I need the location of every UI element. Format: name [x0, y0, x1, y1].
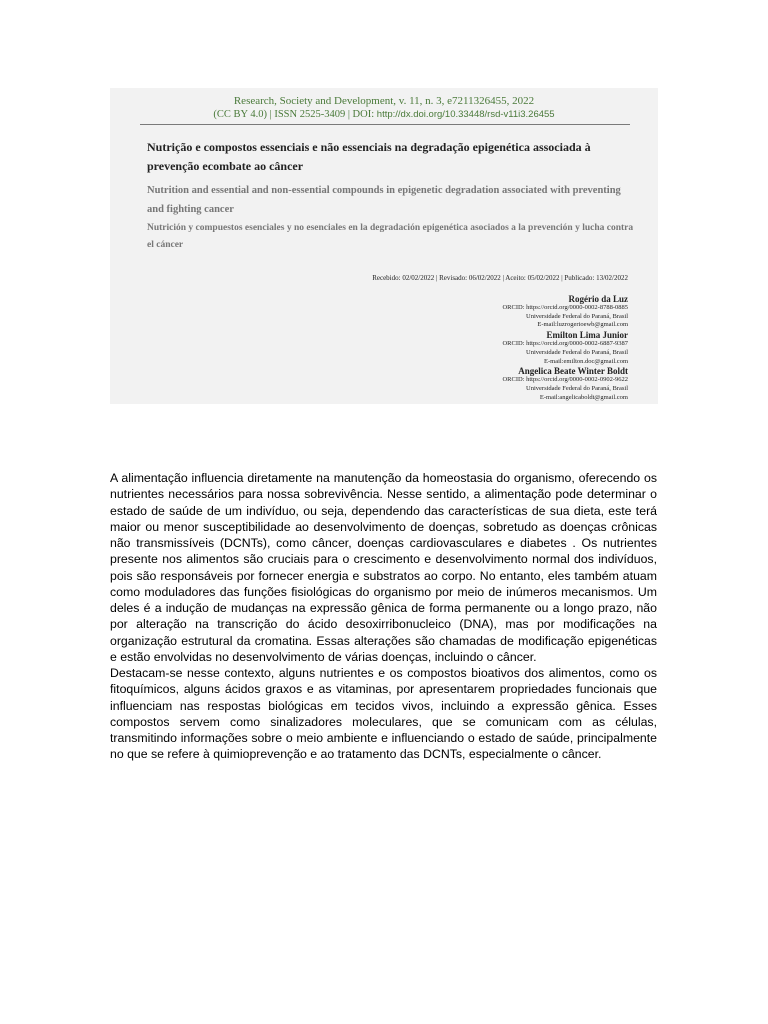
body-paragraph: Destacam-se nesse contexto, alguns nutrientes e os compostos bioativos dos alimentos, como os fitoquímicos, alguns ácidos graxos e as vitaminas, por apresentarem propriedades funcionais que influenciam nas respostas biológicas em tecidos vivos, incluindo a expressão gênica. Esses compostos servem como sinalizadores moleculares, que se comunicam com as células, transmitindo informações sobre o meio ambiente e influenciando o estado de saúde, principalmente no que se refere à quimioprevenção e ao tratamento das DCNTs, especialmente o câncer. [110, 666, 657, 762]
author-entry [502, 294, 628, 330]
author-block [502, 294, 628, 402]
author-entry [502, 330, 628, 366]
title-portuguese: Nutrição e compostos essenciais e não essenciais na degradação epigenética associada à prevenção ecombate ao câncer [147, 140, 591, 173]
author-name: Rogério da Luz [568, 294, 628, 304]
author-email[interactable]: E-mail:luzrogerioewb@gmail.com [537, 321, 628, 329]
author-orcid[interactable]: ORCID: https://orcid.org/0000-0002-6887-9387 [502, 340, 628, 348]
license-issn: (CC BY 4.0) | ISSN 2525-3409 | DOI: [213, 109, 377, 120]
doi-link[interactable]: http://dx.doi.org/10.33448/rsd-v11i3.26455 [376, 109, 555, 120]
author-orcid[interactable]: ORCID: https://orcid.org/0000-0002-0902-9622 [502, 376, 628, 384]
author-email[interactable]: E-mail:angelicaboldt@gmail.com [539, 393, 628, 401]
header-divider [140, 124, 630, 125]
author-name: Angelica Beate Winter Boldt [518, 366, 628, 377]
title-spanish: Nutrición y compuestos esenciales y no esenciales en la degradación epigenética asociados a la prevención y lucha contra el cáncer [147, 223, 634, 250]
author-orcid[interactable]: ORCID: https://orcid.org/0000-0002-8788-0885 [502, 304, 628, 311]
journal-license-issn-doi [110, 109, 658, 120]
journal-citation: Research, Society and Development, v. 11, n. 3, e7211326455, 2022 [233, 95, 535, 107]
author-name: Emilton Lima Junior [546, 330, 628, 341]
body-paragraph: A alimentação influencia diretamente na manutenção da homeostasia do organismo, oferecendo os nutrientes necessários para nossa sobrevivência. Nesse sentido, a alimentação pode determinar o estado de saúde de um indivíduo, ou seja, dependendo das características de sua dieta, este terá maior ou menor susceptibilidade ao desenvolvimento de doenças, sobretudo as doenças crônicas não transmissíveis (DCNTs), como câncer, doenças cardiovasculares e diabetes . Os nutrientes presente nos alimentos são cruciais para o crescimento e desenvolvimento normal dos indivíduos, pois são responsáveis por fornecer energia e substratos ao corpo. No entanto, eles também atuam como moduladores das funções fisiológicas do organismo por meio de inúmeros mecanismos. Um deles é a indução de mudanças na expressão gênica de forma permanente ou a longo prazo, não por alteração na transcrição do ácido desoxirribonucleico (DNA), mas por modificações na organização estrutural da cromatina. Essas alterações são chamadas de modificação epigenéticas e estão envolvidas no desenvolvimento de várias doenças, incluindo o câncer. [110, 471, 657, 664]
title-english: Nutrition and essential and non-essential compounds in epigenetic degradation associated with preventing and fighting cancer [147, 185, 621, 215]
publication-dates: Recebido: 02/02/2022 | Revisado: 06/02/2022 | Aceito: 05/02/2022 | Publicado: 13/02/2022 [372, 274, 628, 282]
author-affiliation: Universidade Federal do Paraná, Brasil [526, 384, 628, 392]
author-affiliation: Universidade Federal do Paraná, Brasil [526, 348, 628, 356]
author-affiliation: Universidade Federal do Paraná, Brasil [526, 312, 628, 320]
author-email[interactable]: E-mail:emilton.doc@gmail.com [544, 357, 628, 365]
body-text [110, 470, 657, 763]
author-entry [502, 366, 628, 402]
article-header-image [110, 88, 658, 404]
